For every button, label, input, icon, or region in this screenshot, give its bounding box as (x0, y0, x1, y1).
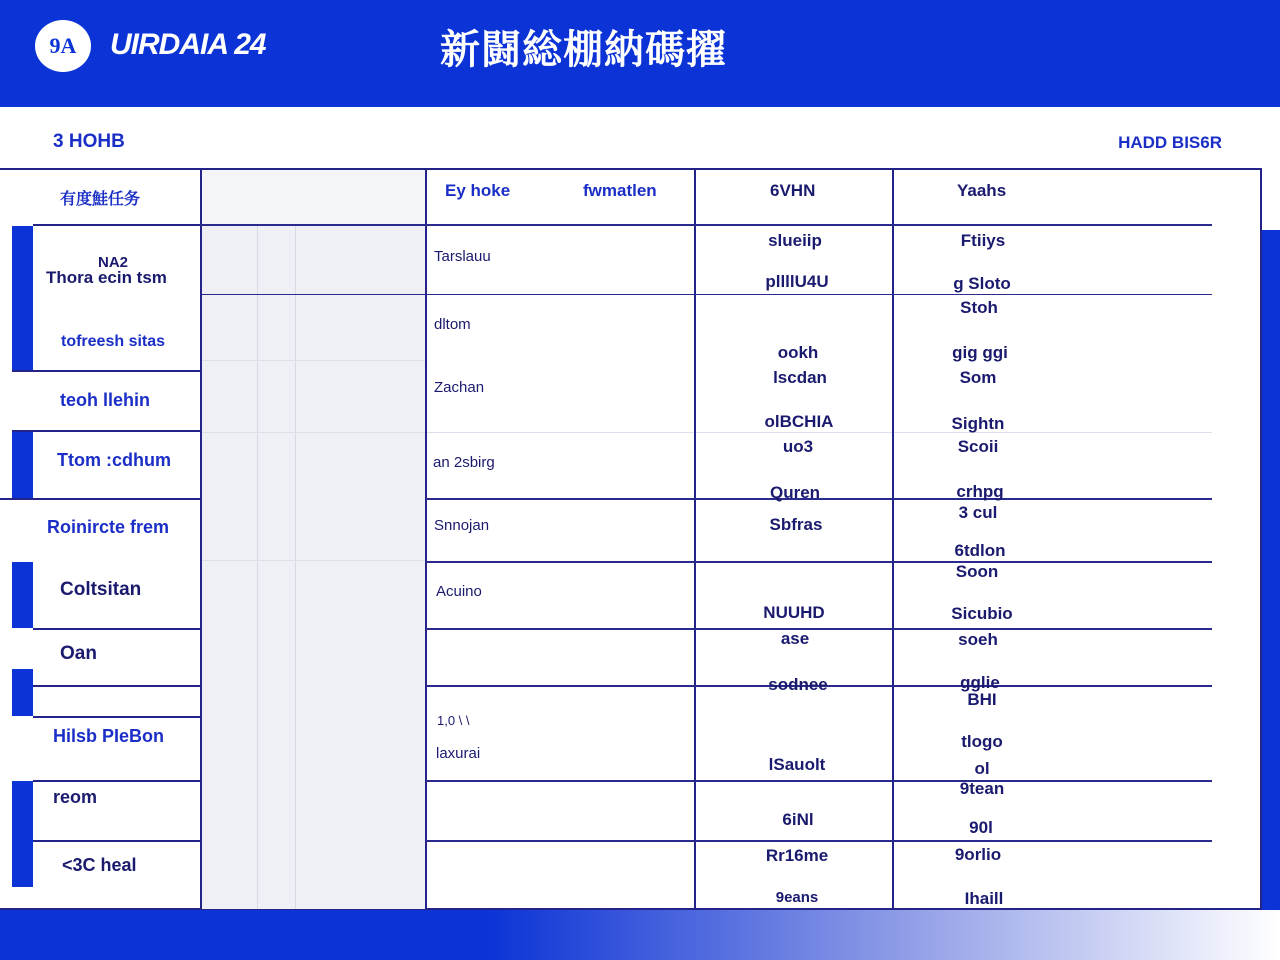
sidebar-accent (12, 669, 33, 716)
table-cell: crhpg (956, 482, 1004, 501)
table-cell: Sbfras (769, 515, 823, 534)
home-link[interactable]: 3 HOHB (53, 131, 125, 152)
table-cell: 9orlio (954, 845, 1002, 864)
sidebar-divider (33, 780, 200, 782)
table-cell: 6iNl (782, 810, 814, 829)
sidebar-item-1[interactable]: Thora ecin tsm (46, 268, 167, 287)
table-cell: 90l (969, 818, 993, 837)
table-cell: Quren (769, 483, 821, 502)
table-cell: pllllU4U (765, 272, 829, 291)
table-cell: Ihaill (964, 889, 1004, 908)
sidebar-divider (33, 628, 200, 630)
sidebar-header: 有度鮭任务 (59, 190, 140, 208)
table-cell: Rr16me (765, 846, 829, 865)
brand-name[interactable]: UIRDAIA 24 (110, 28, 266, 61)
sidebar-divider (33, 224, 200, 226)
sidebar-item-9[interactable]: reom (53, 787, 98, 807)
table-cell: Scoii (957, 437, 999, 456)
table-cell: 9eans (775, 889, 819, 906)
grid-line (295, 226, 296, 909)
sidebar-divider (12, 370, 200, 372)
header-action-link[interactable]: HADD BIS6R (1118, 133, 1222, 152)
table-cell: laxurai (436, 745, 481, 762)
row-divider (425, 561, 1212, 563)
grid-line (202, 432, 1212, 433)
table-cell: slueiip (768, 231, 822, 250)
sidebar-item-7[interactable]: Oan (60, 643, 97, 664)
table-cell: Snnojan (434, 517, 490, 534)
row-divider (425, 780, 1212, 782)
table-cell: Soon (955, 562, 999, 581)
table-cell: Stoh (960, 298, 998, 317)
sidebar-divider (33, 840, 200, 842)
sidebar-item-8[interactable]: Hilsb PIeBon (53, 726, 165, 746)
column-header-4[interactable]: Yaahs (957, 181, 1007, 200)
sidebar-item-5[interactable]: Roinircte frem (47, 517, 170, 537)
grid-line (202, 560, 425, 561)
sidebar-item-6[interactable]: Coltsitan (60, 579, 142, 600)
table-cell: g Sloto (953, 274, 1011, 293)
sidebar-accent (12, 781, 33, 887)
column-divider (425, 168, 427, 910)
table-cell: 9tean (959, 779, 1005, 798)
table-cell: soeh (958, 630, 998, 649)
sidebar-divider (0, 498, 200, 500)
row-divider (425, 628, 1212, 630)
grid-line (257, 226, 258, 909)
page-title: 新闘総棚納碼擢 (440, 28, 727, 72)
column-header-3[interactable]: 6VHN (770, 181, 816, 200)
table-cell: Zachan (434, 379, 485, 396)
grid-area (202, 226, 425, 909)
table-cell: ol (974, 759, 990, 778)
row-divider (425, 840, 1212, 842)
table-cell: ookh (777, 343, 819, 362)
table-cell: sodnee (768, 675, 828, 694)
sidebar-accent (12, 431, 33, 498)
table-cell: Acuino (436, 583, 482, 600)
table-cell: tlogo (961, 732, 1003, 751)
sidebar-item-10[interactable]: <3C heal (62, 855, 137, 875)
sidebar-divider (33, 716, 200, 718)
table-cell: Sightn (951, 414, 1005, 433)
table-cell: Tarslauu (434, 248, 491, 265)
table-cell: 3 cul (958, 503, 998, 522)
table-cell: Sicubio (951, 604, 1013, 623)
schedule-table (0, 168, 1262, 910)
edge-accent (1262, 230, 1280, 910)
table-cell: lscdan (773, 368, 827, 387)
sidebar-item-3[interactable]: teoh llehin (60, 390, 150, 410)
grid-line (202, 360, 425, 361)
table-cell: Som (959, 368, 997, 387)
row-divider (202, 294, 1212, 295)
app-header (0, 0, 1280, 107)
column-divider (200, 168, 202, 910)
table-cell: gig ggi (952, 343, 1008, 362)
column-divider (892, 168, 894, 910)
column-divider (694, 168, 696, 910)
table-cell: gglie (960, 673, 1000, 692)
logo-icon[interactable]: 9A (35, 20, 91, 72)
table-cell: BHI (967, 690, 997, 709)
table-cell: dltom (434, 316, 471, 333)
table-cell: 1,0 \ \ (437, 713, 470, 728)
column-header-info[interactable]: fwmatlen (583, 181, 657, 200)
sidebar-item-4[interactable]: Ttom :cdhum (57, 450, 171, 470)
table-cell: olBCHIA (764, 412, 834, 431)
footer-bar (0, 910, 1280, 960)
table-cell: 6tdlon (954, 541, 1006, 560)
sidebar-divider (33, 685, 200, 687)
table-cell: an 2sbirg (433, 454, 495, 471)
table-cell: ase (780, 629, 810, 648)
table-cell: uo3 (782, 437, 814, 456)
grid-header-area (202, 170, 425, 225)
table-cell: Ftiiys (960, 231, 1006, 250)
table-cell: NUUHD (763, 603, 825, 622)
sidebar-accent (12, 226, 33, 370)
row-divider (200, 224, 1212, 226)
column-header-name[interactable]: Ey hoke (445, 181, 511, 200)
table-cell: lSauolt (768, 755, 826, 774)
sidebar-divider (12, 430, 200, 432)
sidebar-accent (12, 562, 33, 628)
sidebar-item-2[interactable]: tofreesh sitas (61, 333, 166, 350)
sidebar-item-code: NA2 (98, 254, 129, 271)
